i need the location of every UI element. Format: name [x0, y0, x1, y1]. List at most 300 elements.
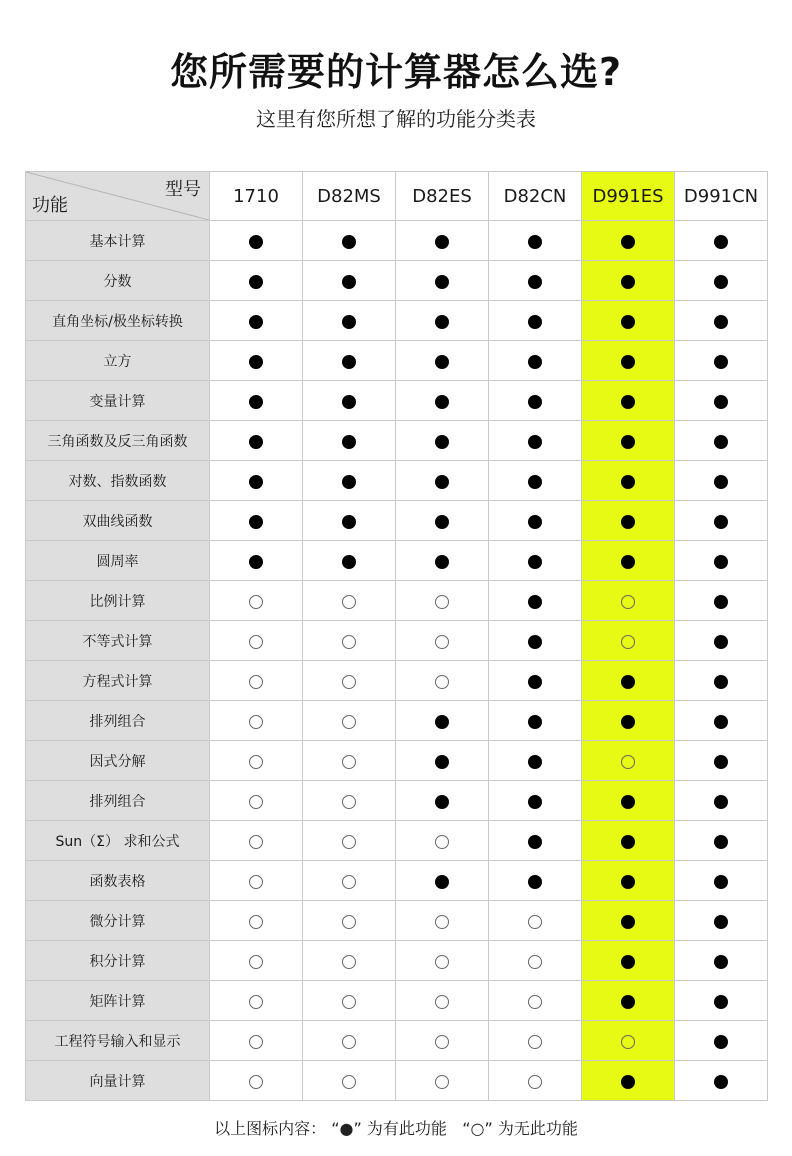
- supported-dot-icon: [528, 315, 542, 329]
- supported-dot-icon: [528, 635, 542, 649]
- unsupported-circle-icon: [435, 675, 449, 689]
- support-cell: [396, 221, 489, 261]
- supported-dot-icon: [435, 435, 449, 449]
- unsupported-circle-icon: [249, 955, 263, 969]
- supported-dot-icon: [714, 635, 728, 649]
- feature-label: 矩阵计算: [26, 981, 210, 1021]
- support-cell: [489, 901, 582, 941]
- supported-dot-icon: [621, 355, 635, 369]
- support-cell: [303, 901, 396, 941]
- unsupported-circle-icon: [249, 675, 263, 689]
- support-cell: [396, 381, 489, 421]
- support-cell: [303, 461, 396, 501]
- unsupported-circle-icon: [342, 875, 356, 889]
- supported-dot-icon: [435, 475, 449, 489]
- table-row: [26, 781, 768, 821]
- support-cell: [489, 621, 582, 661]
- support-cell: [210, 701, 303, 741]
- unsupported-circle-icon: [249, 595, 263, 609]
- feature-label: 积分计算: [26, 941, 210, 981]
- unsupported-circle-icon: [342, 955, 356, 969]
- table-row: [26, 581, 768, 621]
- table-header-row: [26, 172, 768, 221]
- supported-dot-icon: [621, 515, 635, 529]
- support-cell: [582, 261, 675, 301]
- feature-label: 对数、指数函数: [26, 461, 210, 501]
- support-cell: [675, 341, 768, 381]
- support-cell: [582, 341, 675, 381]
- feature-label: 基本计算: [26, 221, 210, 261]
- support-cell: [396, 941, 489, 981]
- feature-label: 函数表格: [26, 861, 210, 901]
- feature-label: 直角坐标/极坐标转换: [26, 301, 210, 341]
- table-row: [26, 901, 768, 941]
- support-cell: [489, 981, 582, 1021]
- supported-dot-icon: [342, 235, 356, 249]
- support-cell: [675, 261, 768, 301]
- support-cell: [210, 341, 303, 381]
- supported-dot-icon: [621, 395, 635, 409]
- support-cell: [210, 261, 303, 301]
- supported-dot-icon: [528, 475, 542, 489]
- table-row: [26, 541, 768, 581]
- support-cell: [489, 701, 582, 741]
- support-cell: [303, 1061, 396, 1101]
- support-cell: [303, 541, 396, 581]
- supported-dot-icon: [621, 555, 635, 569]
- legend-prefix: 以上图标内容：: [214, 1119, 327, 1138]
- supported-dot-icon: [621, 435, 635, 449]
- unsupported-circle-icon: [528, 995, 542, 1009]
- supported-dot-icon: [528, 755, 542, 769]
- support-cell: [396, 861, 489, 901]
- support-cell: [489, 741, 582, 781]
- support-cell: [396, 301, 489, 341]
- support-cell: [582, 421, 675, 461]
- support-cell: [210, 541, 303, 581]
- unsupported-circle-icon: [249, 915, 263, 929]
- unsupported-circle-icon: [342, 1035, 356, 1049]
- page-subtitle: 这里有您所想了解的功能分类表: [256, 107, 536, 131]
- support-cell: [675, 501, 768, 541]
- unsupported-circle-icon: [435, 1035, 449, 1049]
- support-cell: [396, 341, 489, 381]
- unsupported-circle-icon: [435, 1075, 449, 1089]
- supported-dot-icon: [621, 315, 635, 329]
- support-cell: [303, 661, 396, 701]
- unsupported-circle-icon: [621, 635, 635, 649]
- table-body: [26, 221, 768, 1101]
- supported-dot-icon: [621, 875, 635, 889]
- supported-dot-icon: [621, 955, 635, 969]
- unsupported-circle-icon: [249, 715, 263, 729]
- support-cell: [396, 981, 489, 1021]
- supported-dot-icon: [249, 555, 263, 569]
- table-row: [26, 701, 768, 741]
- unsupported-circle-icon: [528, 1035, 542, 1049]
- support-cell: [489, 1021, 582, 1061]
- support-cell: [303, 381, 396, 421]
- support-cell: [675, 581, 768, 621]
- supported-dot-icon: [249, 235, 263, 249]
- support-cell: [675, 981, 768, 1021]
- supported-dot-icon: [528, 515, 542, 529]
- table-row: [26, 941, 768, 981]
- model-header-d991cn: D991CN: [675, 172, 768, 221]
- supported-dot-icon: [249, 315, 263, 329]
- supported-dot-icon: [435, 715, 449, 729]
- support-cell: [396, 541, 489, 581]
- unsupported-circle-icon: [249, 1075, 263, 1089]
- supported-dot-icon: [714, 515, 728, 529]
- table-row: [26, 341, 768, 381]
- supported-dot-icon: [435, 395, 449, 409]
- table-row: [26, 861, 768, 901]
- legend-empty-symbol: “○”: [462, 1119, 493, 1138]
- unsupported-circle-icon: [342, 915, 356, 929]
- model-header-1710: 1710: [210, 172, 303, 221]
- support-cell: [675, 741, 768, 781]
- supported-dot-icon: [714, 755, 728, 769]
- unsupported-circle-icon: [621, 595, 635, 609]
- supported-dot-icon: [621, 835, 635, 849]
- support-cell: [303, 1021, 396, 1061]
- support-cell: [210, 901, 303, 941]
- feature-label: 排列组合: [26, 701, 210, 741]
- support-cell: [489, 941, 582, 981]
- supported-dot-icon: [714, 995, 728, 1009]
- support-cell: [303, 701, 396, 741]
- supported-dot-icon: [714, 675, 728, 689]
- support-cell: [582, 821, 675, 861]
- supported-dot-icon: [249, 355, 263, 369]
- supported-dot-icon: [342, 355, 356, 369]
- supported-dot-icon: [714, 315, 728, 329]
- unsupported-circle-icon: [249, 995, 263, 1009]
- supported-dot-icon: [528, 835, 542, 849]
- supported-dot-icon: [249, 435, 263, 449]
- support-cell: [303, 941, 396, 981]
- support-cell: [675, 381, 768, 421]
- feature-label: Sun（Σ） 求和公式: [26, 821, 210, 861]
- supported-dot-icon: [435, 795, 449, 809]
- support-cell: [675, 421, 768, 461]
- supported-dot-icon: [435, 355, 449, 369]
- supported-dot-icon: [528, 555, 542, 569]
- unsupported-circle-icon: [342, 595, 356, 609]
- feature-label: 圆周率: [26, 541, 210, 581]
- supported-dot-icon: [528, 235, 542, 249]
- support-cell: [582, 861, 675, 901]
- support-cell: [396, 661, 489, 701]
- support-cell: [675, 941, 768, 981]
- legend: [0, 1116, 792, 1142]
- support-cell: [582, 701, 675, 741]
- unsupported-circle-icon: [249, 755, 263, 769]
- feature-label: 向量计算: [26, 1061, 210, 1101]
- support-cell: [675, 701, 768, 741]
- table-corner-cell: [26, 172, 210, 221]
- feature-label: 双曲线函数: [26, 501, 210, 541]
- table-row: [26, 741, 768, 781]
- supported-dot-icon: [342, 475, 356, 489]
- feature-label: 方程式计算: [26, 661, 210, 701]
- corner-function-label: 功能: [32, 195, 68, 216]
- supported-dot-icon: [714, 355, 728, 369]
- support-cell: [303, 981, 396, 1021]
- unsupported-circle-icon: [435, 995, 449, 1009]
- support-cell: [582, 781, 675, 821]
- support-cell: [489, 861, 582, 901]
- supported-dot-icon: [714, 435, 728, 449]
- support-cell: [210, 941, 303, 981]
- unsupported-circle-icon: [342, 835, 356, 849]
- unsupported-circle-icon: [435, 955, 449, 969]
- support-cell: [675, 1021, 768, 1061]
- support-cell: [303, 341, 396, 381]
- support-cell: [489, 501, 582, 541]
- support-cell: [396, 261, 489, 301]
- unsupported-circle-icon: [249, 835, 263, 849]
- feature-label: 工程符号输入和显示: [26, 1021, 210, 1061]
- supported-dot-icon: [342, 275, 356, 289]
- supported-dot-icon: [528, 675, 542, 689]
- model-header-d82es: D82ES: [396, 172, 489, 221]
- support-cell: [582, 621, 675, 661]
- support-cell: [582, 301, 675, 341]
- support-cell: [396, 581, 489, 621]
- supported-dot-icon: [714, 955, 728, 969]
- supported-dot-icon: [714, 1075, 728, 1089]
- support-cell: [303, 261, 396, 301]
- support-cell: [582, 581, 675, 621]
- feature-label: 因式分解: [26, 741, 210, 781]
- supported-dot-icon: [435, 555, 449, 569]
- table-row: [26, 621, 768, 661]
- support-cell: [396, 461, 489, 501]
- table-row: [26, 261, 768, 301]
- supported-dot-icon: [714, 875, 728, 889]
- support-cell: [675, 821, 768, 861]
- support-cell: [489, 821, 582, 861]
- support-cell: [210, 781, 303, 821]
- supported-dot-icon: [621, 915, 635, 929]
- support-cell: [675, 861, 768, 901]
- table-row: [26, 381, 768, 421]
- page-title: 您所需要的计算器怎么选?: [169, 50, 623, 94]
- unsupported-circle-icon: [621, 755, 635, 769]
- supported-dot-icon: [528, 715, 542, 729]
- support-cell: [210, 301, 303, 341]
- supported-dot-icon: [621, 275, 635, 289]
- support-cell: [675, 301, 768, 341]
- supported-dot-icon: [714, 275, 728, 289]
- feature-label: 三角函数及反三角函数: [26, 421, 210, 461]
- model-header-d82cn: D82CN: [489, 172, 582, 221]
- support-cell: [210, 821, 303, 861]
- feature-comparison-table: [25, 171, 768, 1101]
- support-cell: [303, 501, 396, 541]
- corner-model-label: 型号: [165, 179, 201, 200]
- supported-dot-icon: [714, 555, 728, 569]
- supported-dot-icon: [435, 235, 449, 249]
- supported-dot-icon: [621, 675, 635, 689]
- supported-dot-icon: [714, 915, 728, 929]
- unsupported-circle-icon: [249, 875, 263, 889]
- unsupported-circle-icon: [342, 675, 356, 689]
- supported-dot-icon: [714, 235, 728, 249]
- feature-label: 变量计算: [26, 381, 210, 421]
- support-cell: [303, 781, 396, 821]
- unsupported-circle-icon: [249, 635, 263, 649]
- legend-filled-symbol: “●”: [331, 1119, 362, 1138]
- supported-dot-icon: [528, 395, 542, 409]
- support-cell: [210, 421, 303, 461]
- support-cell: [675, 901, 768, 941]
- support-cell: [396, 741, 489, 781]
- support-cell: [210, 861, 303, 901]
- supported-dot-icon: [621, 715, 635, 729]
- supported-dot-icon: [249, 395, 263, 409]
- supported-dot-icon: [528, 435, 542, 449]
- support-cell: [489, 581, 582, 621]
- support-cell: [303, 741, 396, 781]
- support-cell: [303, 621, 396, 661]
- supported-dot-icon: [714, 835, 728, 849]
- table-row: [26, 1021, 768, 1061]
- feature-label: 微分计算: [26, 901, 210, 941]
- support-cell: [582, 941, 675, 981]
- support-cell: [489, 261, 582, 301]
- support-cell: [396, 621, 489, 661]
- support-cell: [396, 901, 489, 941]
- unsupported-circle-icon: [342, 715, 356, 729]
- supported-dot-icon: [528, 875, 542, 889]
- support-cell: [582, 1021, 675, 1061]
- support-cell: [303, 861, 396, 901]
- support-cell: [210, 981, 303, 1021]
- supported-dot-icon: [621, 995, 635, 1009]
- unsupported-circle-icon: [249, 1035, 263, 1049]
- support-cell: [210, 661, 303, 701]
- legend-filled-meaning: 为有此功能: [366, 1119, 447, 1138]
- support-cell: [582, 461, 675, 501]
- supported-dot-icon: [249, 515, 263, 529]
- supported-dot-icon: [621, 1075, 635, 1089]
- support-cell: [675, 661, 768, 701]
- unsupported-circle-icon: [342, 995, 356, 1009]
- table-row: [26, 301, 768, 341]
- support-cell: [489, 541, 582, 581]
- supported-dot-icon: [249, 475, 263, 489]
- supported-dot-icon: [714, 795, 728, 809]
- support-cell: [303, 301, 396, 341]
- feature-label: 立方: [26, 341, 210, 381]
- supported-dot-icon: [435, 275, 449, 289]
- supported-dot-icon: [714, 595, 728, 609]
- supported-dot-icon: [714, 475, 728, 489]
- supported-dot-icon: [714, 395, 728, 409]
- model-header-d82ms: D82MS: [303, 172, 396, 221]
- support-cell: [582, 741, 675, 781]
- unsupported-circle-icon: [435, 635, 449, 649]
- support-cell: [489, 301, 582, 341]
- support-cell: [396, 1061, 489, 1101]
- table-row: [26, 421, 768, 461]
- unsupported-circle-icon: [249, 795, 263, 809]
- supported-dot-icon: [435, 515, 449, 529]
- support-cell: [210, 461, 303, 501]
- legend-empty-meaning: 为无此功能: [497, 1119, 578, 1138]
- feature-label: 不等式计算: [26, 621, 210, 661]
- supported-dot-icon: [342, 435, 356, 449]
- support-cell: [303, 581, 396, 621]
- supported-dot-icon: [342, 395, 356, 409]
- table-row: [26, 461, 768, 501]
- support-cell: [675, 541, 768, 581]
- table-row: [26, 981, 768, 1021]
- support-cell: [210, 501, 303, 541]
- supported-dot-icon: [621, 235, 635, 249]
- feature-label: 分数: [26, 261, 210, 301]
- support-cell: [303, 421, 396, 461]
- supported-dot-icon: [714, 1035, 728, 1049]
- supported-dot-icon: [249, 275, 263, 289]
- table-row: [26, 661, 768, 701]
- support-cell: [210, 221, 303, 261]
- support-cell: [675, 461, 768, 501]
- support-cell: [489, 781, 582, 821]
- unsupported-circle-icon: [528, 915, 542, 929]
- model-header-d991es: D991ES: [582, 172, 675, 221]
- table-row: [26, 221, 768, 261]
- unsupported-circle-icon: [342, 635, 356, 649]
- support-cell: [210, 381, 303, 421]
- support-cell: [489, 1061, 582, 1101]
- support-cell: [675, 621, 768, 661]
- support-cell: [582, 541, 675, 581]
- support-cell: [489, 461, 582, 501]
- unsupported-circle-icon: [621, 1035, 635, 1049]
- supported-dot-icon: [714, 715, 728, 729]
- support-cell: [582, 1061, 675, 1101]
- support-cell: [210, 621, 303, 661]
- support-cell: [489, 421, 582, 461]
- support-cell: [396, 421, 489, 461]
- support-cell: [582, 901, 675, 941]
- support-cell: [303, 221, 396, 261]
- supported-dot-icon: [342, 555, 356, 569]
- unsupported-circle-icon: [528, 1075, 542, 1089]
- supported-dot-icon: [621, 475, 635, 489]
- feature-label: 比例计算: [26, 581, 210, 621]
- supported-dot-icon: [528, 595, 542, 609]
- support-cell: [489, 341, 582, 381]
- support-cell: [489, 381, 582, 421]
- support-cell: [210, 1061, 303, 1101]
- support-cell: [489, 661, 582, 701]
- support-cell: [210, 741, 303, 781]
- supported-dot-icon: [435, 755, 449, 769]
- supported-dot-icon: [528, 795, 542, 809]
- unsupported-circle-icon: [342, 1075, 356, 1089]
- support-cell: [675, 221, 768, 261]
- unsupported-circle-icon: [435, 595, 449, 609]
- support-cell: [210, 581, 303, 621]
- unsupported-circle-icon: [528, 955, 542, 969]
- support-cell: [396, 821, 489, 861]
- unsupported-circle-icon: [342, 755, 356, 769]
